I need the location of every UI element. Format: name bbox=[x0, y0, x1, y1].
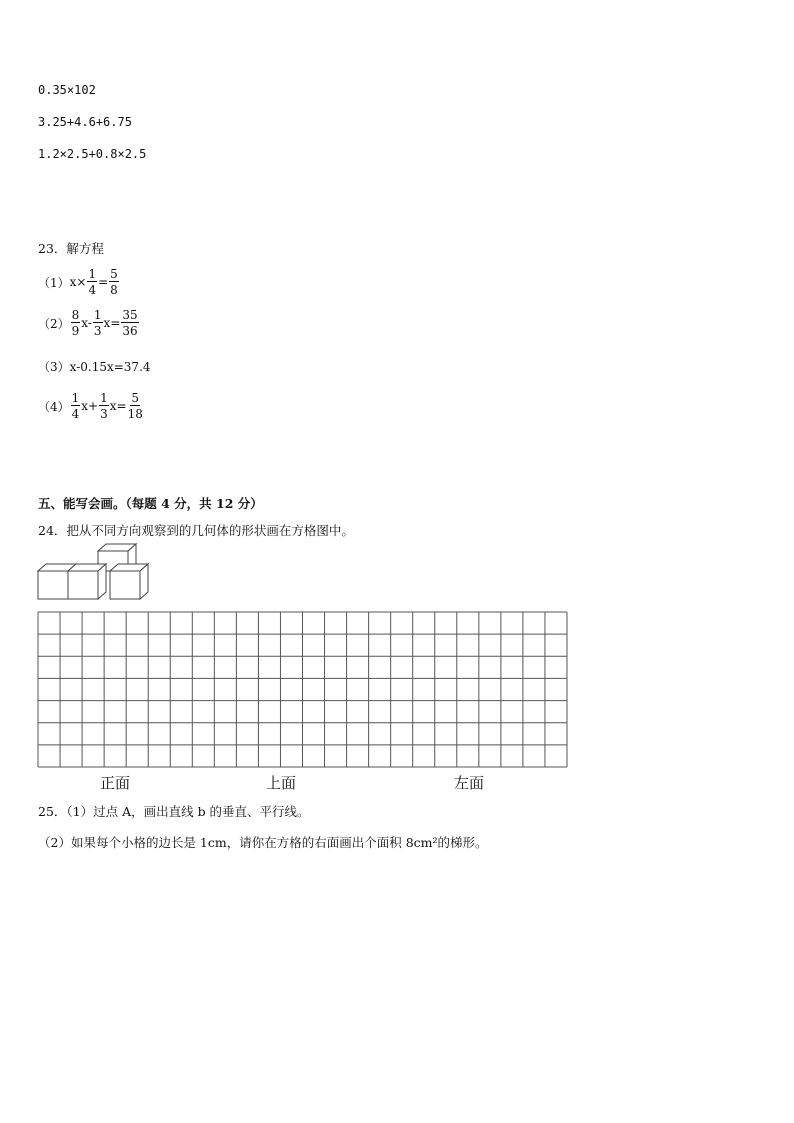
eq1-pre: x× bbox=[69, 275, 87, 289]
eq4-op1: x+ bbox=[81, 399, 99, 413]
q23-title: 23．解方程 bbox=[38, 241, 104, 256]
q25-line-1: 25．（1）过点 A，画出直线 b 的垂直、平行线。 bbox=[38, 804, 310, 819]
eq1-fraction-2: $\frac{5}{8}$ bbox=[110, 267, 118, 297]
calc-item-3: 1.2×2.5+0.8×2.5 bbox=[38, 147, 147, 161]
eq2-op2: x= bbox=[103, 316, 121, 330]
calc-item-2: 3.25+4.6+6.75 bbox=[38, 115, 132, 129]
eq2-fraction-3: $\frac{35}{36}$ bbox=[122, 308, 138, 338]
eq3-text: x-0.15x=37.4 bbox=[69, 359, 151, 374]
label-front: 正面 bbox=[100, 774, 131, 792]
eq1-label: （1） bbox=[38, 275, 70, 290]
section-5-title: 五、能写会画。（每题 4 分，共 12 分） bbox=[38, 496, 263, 511]
eq3-label: （3） bbox=[38, 360, 70, 374]
eq4-fraction-3: $\frac{5}{18}$ bbox=[127, 391, 143, 421]
label-left: 左面 bbox=[454, 774, 485, 792]
eq2-label: （2） bbox=[38, 316, 70, 331]
eq2-op1: x- bbox=[81, 316, 92, 330]
eq4-fraction-2: $\frac{1}{3}$ bbox=[100, 391, 108, 421]
eq2-fraction-2: $\frac{1}{3}$ bbox=[93, 308, 102, 338]
q25-line-2: （2）如果每个小格的边长是 1cm，请你在方格的右面画出个面积 8cm²的梯形。 bbox=[38, 835, 488, 850]
eq4-fraction-1: $\frac{1}{4}$ bbox=[71, 391, 80, 421]
eq1-fraction-1: $\frac{1}{4}$ bbox=[88, 267, 97, 297]
label-top: 上面 bbox=[266, 774, 297, 792]
eq4-op2: x= bbox=[109, 399, 127, 413]
eq2-fraction-1: $\frac{8}{9}$ bbox=[71, 308, 80, 338]
calc-item-1: 0.35×102 bbox=[38, 83, 96, 97]
eq4-label: （4） bbox=[38, 399, 70, 414]
q24-title: 24．把从不同方向观察到的几何体的形状画在方格图中。 bbox=[38, 523, 354, 538]
eq1-mid: = bbox=[98, 275, 109, 289]
